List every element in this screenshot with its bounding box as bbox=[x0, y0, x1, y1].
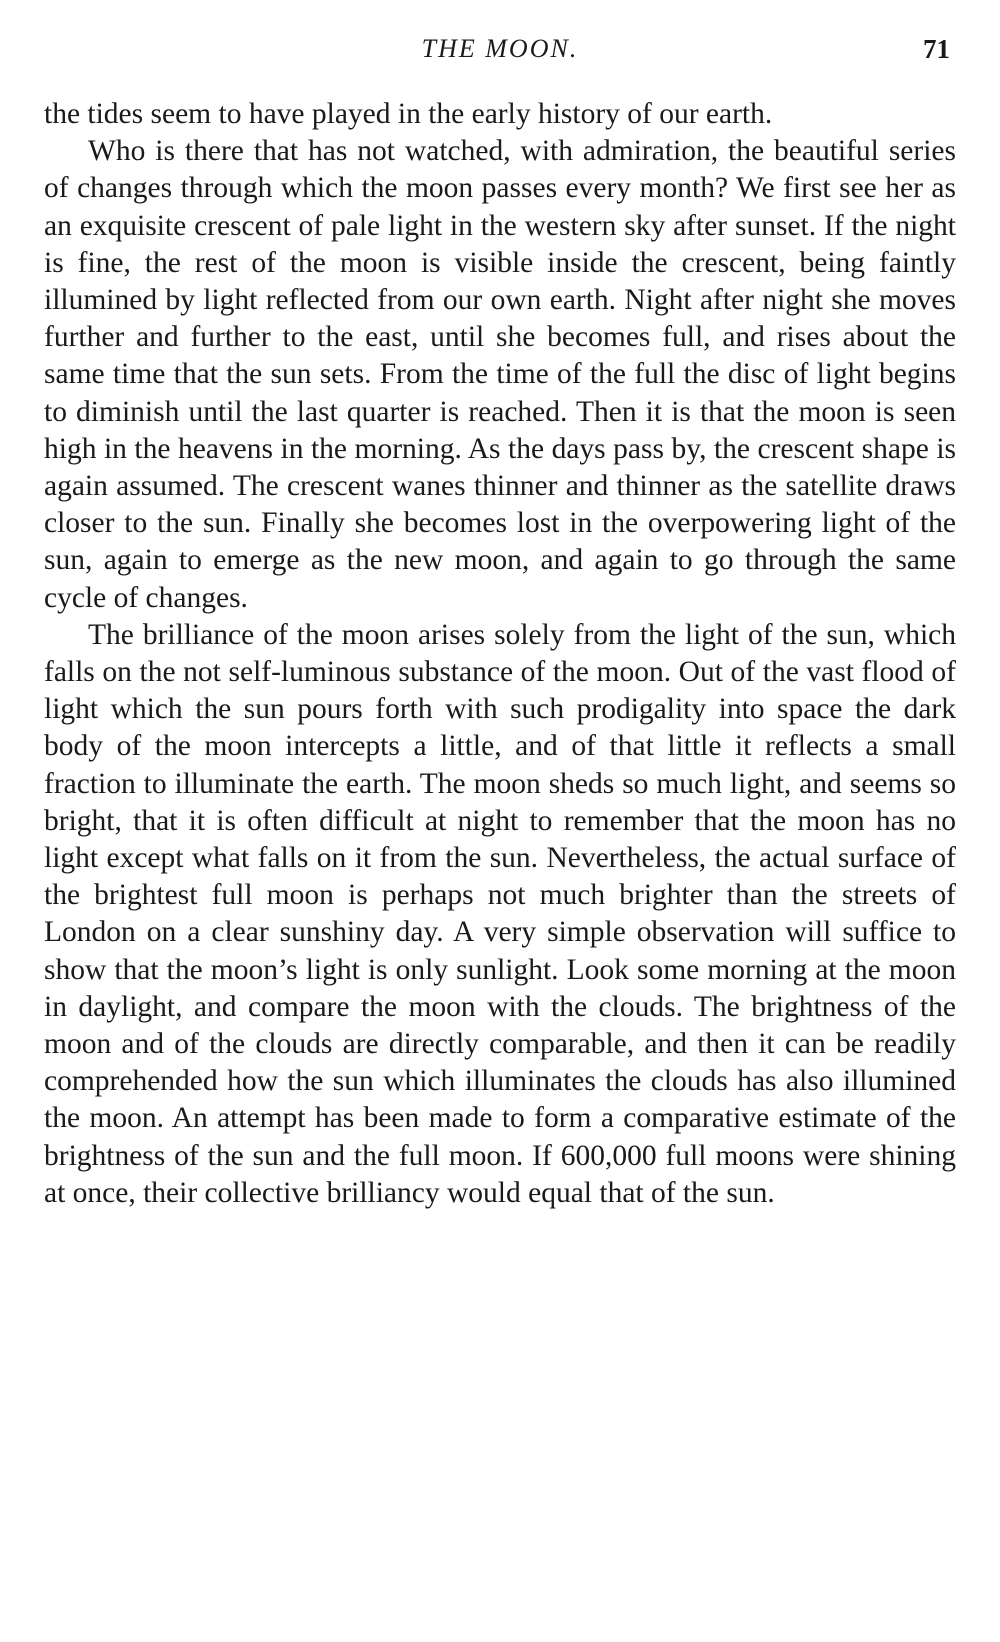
page-number: 71 bbox=[923, 34, 950, 64]
paragraph-moon-phases: Who is there that has not watched, with admiration, the beautiful series of changes through which the moon passes every month? We first see her as an exquisite crescent of pale light in the western sky after sunset. If the night is fine, the rest of the moon is visible inside the crescent, being faintly illumined by light reflected from our own earth. Night after night she moves further and further to the east, until she becomes full, and rises about the same time that the sun sets. From the time of the full the disc of light begins to diminish until the last quarter is reached. Then it is that the moon is seen high in the heavens in the morning. As the days pass by, the crescent shape is again assumed. The crescent wanes thinner and thinner as the satellite draws closer to the sun. Finally she becomes lost in the overpowering light of the sun, again to emerge as the new moon, and again to go through the same cycle of changes. bbox=[44, 135, 956, 614]
running-title: THE MOON. bbox=[421, 34, 579, 63]
body-text bbox=[44, 96, 956, 1212]
running-head bbox=[0, 34, 1000, 74]
paragraph-continued: the tides seem to have played in the early history of our earth. bbox=[44, 98, 773, 130]
paragraph-moon-brilliance: The brilliance of the moon arises solely from the light of the sun, which falls on the not self-luminous substance of the moon. Out of the vast flood of light which the sun pours forth with such prodigality into space the dark body of the moon intercepts a little, and of that little it reflects a small fraction to illuminate the earth. The moon sheds so much light, and seems so bright, that it is often difficult at night to remember that the moon has no light except what falls on it from the sun. Nevertheless, the actual surface of the brightest full moon is perhaps not much brighter than the streets of London on a clear sunshiny day. A very simple observation will suffice to show that the moon’s light is only sunlight. Look some morning at the moon in daylight, and compare the moon with the clouds. The brightness of the moon and of the clouds are directly comparable, and then it can be readily comprehended how the sun which illuminates the clouds has also illumined the moon. An attempt has been made to form a comparative estimate of the brightness of the sun and the full moon. If 600,000 full moons were shining at once, their collective brilliancy would equal that of the sun. bbox=[44, 618, 956, 1209]
